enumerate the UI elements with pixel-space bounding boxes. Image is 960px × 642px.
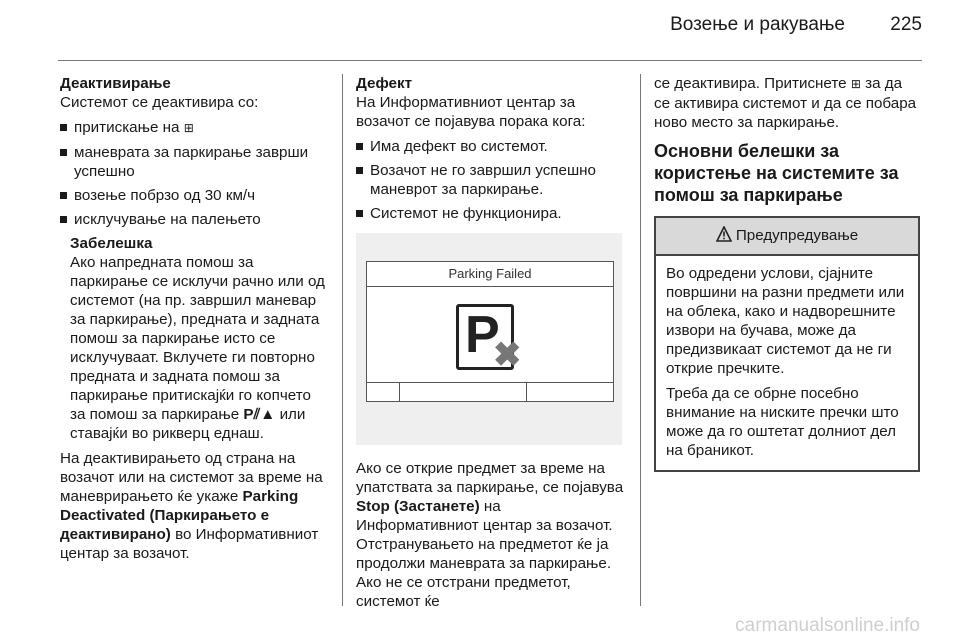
info-display [366,261,614,402]
column-divider [342,74,343,606]
page-number: 225 [890,14,922,35]
park-assist-icon: ⊞ [183,121,194,135]
column-divider [640,74,641,606]
warning-text: Во одредени услови, сјајните површини на разни предмети или на облека, како и надворешните извори на бучава, може да предизвикаат системот да не ги открие пречките. [666,265,905,377]
paragraph: Системот се деактивира со: [60,94,259,111]
page-header [670,14,922,36]
park-assist-button-icon: P⫽▲ [243,406,276,423]
warning-box [654,216,920,472]
section-heading: Деактивирање [60,75,171,92]
chapter-title: Возење и ракување [670,14,846,35]
list-item: притискање на ⊞ [60,118,330,138]
note-title: Забелешка [70,235,153,252]
list-item: Системот не функционира. [356,204,624,223]
display-title: Parking Failed [367,262,613,287]
list-item: возење побрзо од 30 км/ч [60,186,330,205]
warning-body [656,256,918,470]
note [70,234,330,443]
warning-title: Предупредување [735,227,859,244]
bullet-list [356,137,624,223]
note-text: Ако напредната помош за паркирање се исклучи рачно или од системот (на пр. завршил маневар за паркирање), предната и задната помош за паркирање исто се исклучуваат. Вклучете ги повторно предната и задната помош за паркирање притискајќи го копчето за помош за паркирање P⫽▲ или ставајќи во рикверц еднаш. [70,254,325,442]
paragraph: На деактивирањето од страна на возачот или на системот за време на маневрирањето ќе укаже Parking Deactivated (Паркирањето е деактивирано) во Информативниот центар за возачот. [60,450,323,562]
paragraph: Ако се открие предмет за време на упатствата за паркирање, се појавува Stop (Застанете) на Информативниот центар за возачот. Отстранувањето на предметот ќе ја продолжи маневрата за паркирање. Ако не се отстрани предметот, системот ќе [356,460,624,610]
paragraph: се деактивира. Притиснете ⊞ за да се активира системот и да се побара ново место за паркирање. [654,75,917,131]
section-heading: Основни белешки за користење на системите за помош за паркирање [654,141,899,205]
paragraph: На Информативниот центар за возачот се појавува порака кога: [356,94,586,130]
warning-text: Треба да се обрне посебно внимание на ниските пречки што може да го оштетат долниот дел на браникот. [666,385,899,459]
parking-failed-figure [356,233,622,445]
list-item: Возачот не го завршил успешно маневрот за паркирање. [356,161,624,199]
warning-header [656,218,918,256]
list-item: исклучување на палењето [60,210,330,229]
list-item: маневрата за паркирање заврши успешно [60,143,330,181]
display-status-bar [367,382,613,401]
header-rule [58,60,922,61]
warning-triangle-icon [716,226,732,242]
column-2 [356,74,624,617]
column-1 [60,74,330,569]
bullet-list [60,118,330,229]
park-assist-icon: ⊞ [850,77,861,91]
section-heading: Дефект [356,75,413,92]
parking-failed-icon: P ✖ [456,304,514,370]
list-item: Има дефект во системот. [356,137,624,156]
watermark: carmanualsonline.info [735,615,920,636]
column-3 [654,74,922,472]
